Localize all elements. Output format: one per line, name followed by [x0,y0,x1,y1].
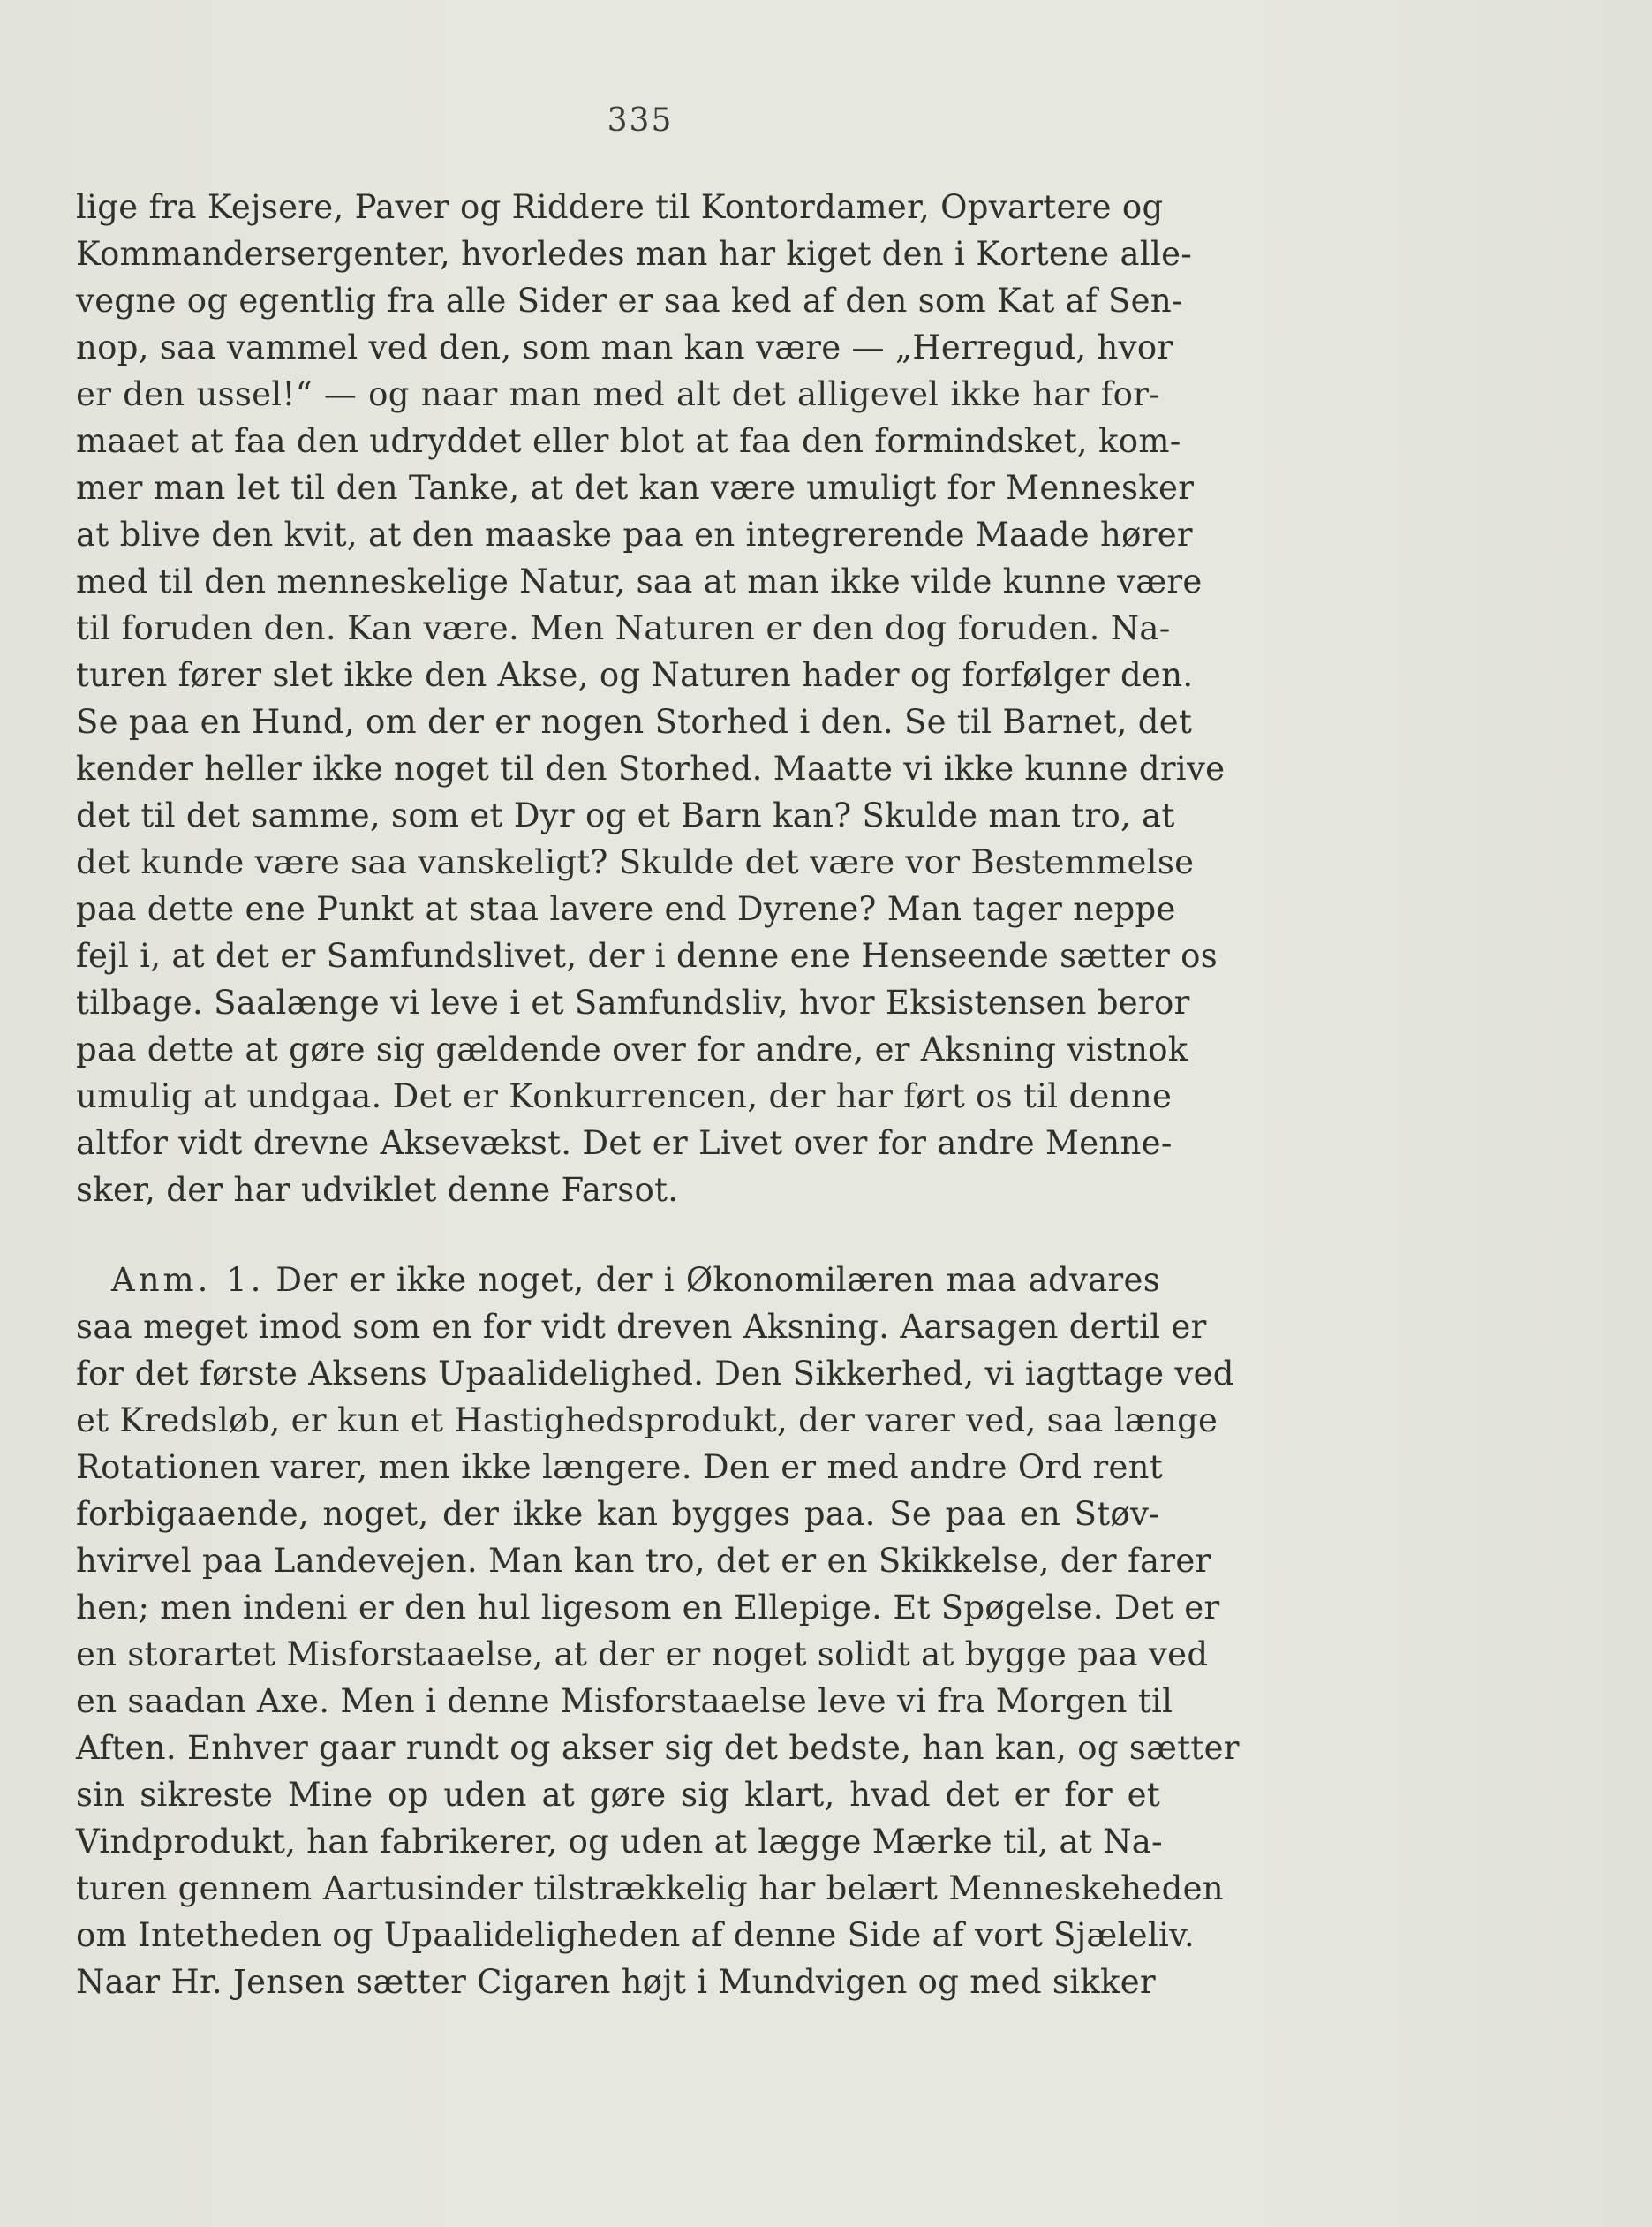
note-first-line: Der er ikke noget, der i Økonomilæren maa advares [275,1261,1160,1299]
text-line: hen; men indeni er den hul ligesom en Ellepige. Et Spøgelse. Det er [76,1589,1220,1627]
text-line: Aften. Enhver gaar rundt og akser sig det bedste, han kan, og sætter [76,1729,1240,1767]
text-line: en saadan Axe. Men i denne Misforstaaelse leve vi fra Morgen til [76,1682,1173,1720]
text-line: til foruden den. Kan være. Men Naturen er den dog foruden. Na- [76,609,1171,647]
text-line: altfor vidt drevne Aksevækst. Det er Livet over for andre Menne- [76,1124,1173,1162]
text-line: sker, der har udviklet denne Farsot. [76,1171,679,1209]
paragraph-main [76,184,1226,1213]
text-line: det til det samme, som et Dyr og et Barn kan? Skulde man tro, at [76,796,1175,834]
text-line: et Kredsløb, er kun et Hastighedsprodukt, der varer ved, saa længe [76,1401,1218,1439]
text-line: med til den menneskelige Natur, saa at man ikke vilde kunne være [76,562,1203,600]
text-line: maaet at faa den udryddet eller blot at faa den formindsket, kom- [76,422,1181,460]
page-number: 335 [607,102,674,139]
text-line: Kommandersergenter, hvorledes man har kiget den i Kortene alle- [76,235,1193,273]
text-line: om Intetheden og Upaalideligheden af denne Side af vort Sjæleliv. [76,1916,1196,1954]
text-line: paa dette at gøre sig gældende over for andre, er Aksning vistnok [76,1030,1188,1068]
text-line: Naar Hr. Jensen sætter Cigaren højt i Mundvigen og med sikker [76,1963,1156,2001]
text-line: saa meget imod som en for vidt dreven Aksning. Aarsagen dertil er [76,1308,1207,1346]
text-line: kender heller ikke noget til den Storhed. Maatte vi ikke kunne drive [76,750,1226,788]
text-line: for det første Aksens Upaalidelighed. Den Sikkerhed, vi iagttage ved [76,1355,1234,1393]
text-line: paa dette ene Punkt at staa lavere end Dyrene? Man tager neppe [76,890,1176,928]
text-line: Rotationen varer, men ikke længere. Den er med andre Ord rent [76,1448,1163,1486]
text-line: tilbage. Saalænge vi leve i et Samfundsliv, hvor Eksistensen beror [76,984,1190,1022]
text-line: forbigaaende, noget, der ikke kan bygges paa. Se paa en Støv- [76,1495,1160,1533]
text-line: turen gennem Aartusinder tilstrækkelig har belært Menneskeheden [76,1869,1224,1907]
text-line: det kunde være saa vanskeligt? Skulde det være vor Bestemmelse [76,843,1195,881]
paragraph-note [76,1257,1240,2005]
text-line: Vindprodukt, han fabrikerer, og uden at lægge Mærke til, at Na- [76,1823,1163,1861]
note-label: Anm. 1. [111,1261,265,1299]
text-line: vegne og egentlig fra alle Sider er saa ked af den som Kat af Sen- [76,282,1183,320]
text-line: umulig at undgaa. Det er Konkurrencen, der har ført os til denne [76,1077,1173,1115]
text-line: er den ussel!“ — og naar man med alt det alligevel ikke har for- [76,375,1160,413]
text-line: at blive den kvit, at den maaske paa en integrerende Maade hører [76,516,1193,554]
text-line: fejl i, at det er Samfundslivet, der i denne ene Henseende sætter os [76,937,1218,975]
text-line: en storartet Misforstaaelse, at der er noget solidt at bygge paa ved [76,1635,1209,1673]
text-line: lige fra Kejsere, Paver og Riddere til Kontordamer, Opvartere og [76,188,1164,226]
text-line: sin sikreste Mine op uden at gøre sig klart, hvad det er for et [76,1776,1160,1814]
text-line [76,1257,1160,1303]
text-line: hvirvel paa Landevejen. Man kan tro, det er en Skikkelse, der farer [76,1542,1211,1580]
text-line: nop, saa vammel ved den, som man kan være — „Herregud, hvor [76,328,1173,366]
text-line: Se paa en Hund, om der er nogen Storhed i den. Se til Barnet, det [76,703,1193,741]
text-line: mer man let til den Tanke, at det kan være umuligt for Mennesker [76,469,1195,507]
text-line: turen fører slet ikke den Akse, og Naturen hader og forfølger den. [76,656,1194,694]
